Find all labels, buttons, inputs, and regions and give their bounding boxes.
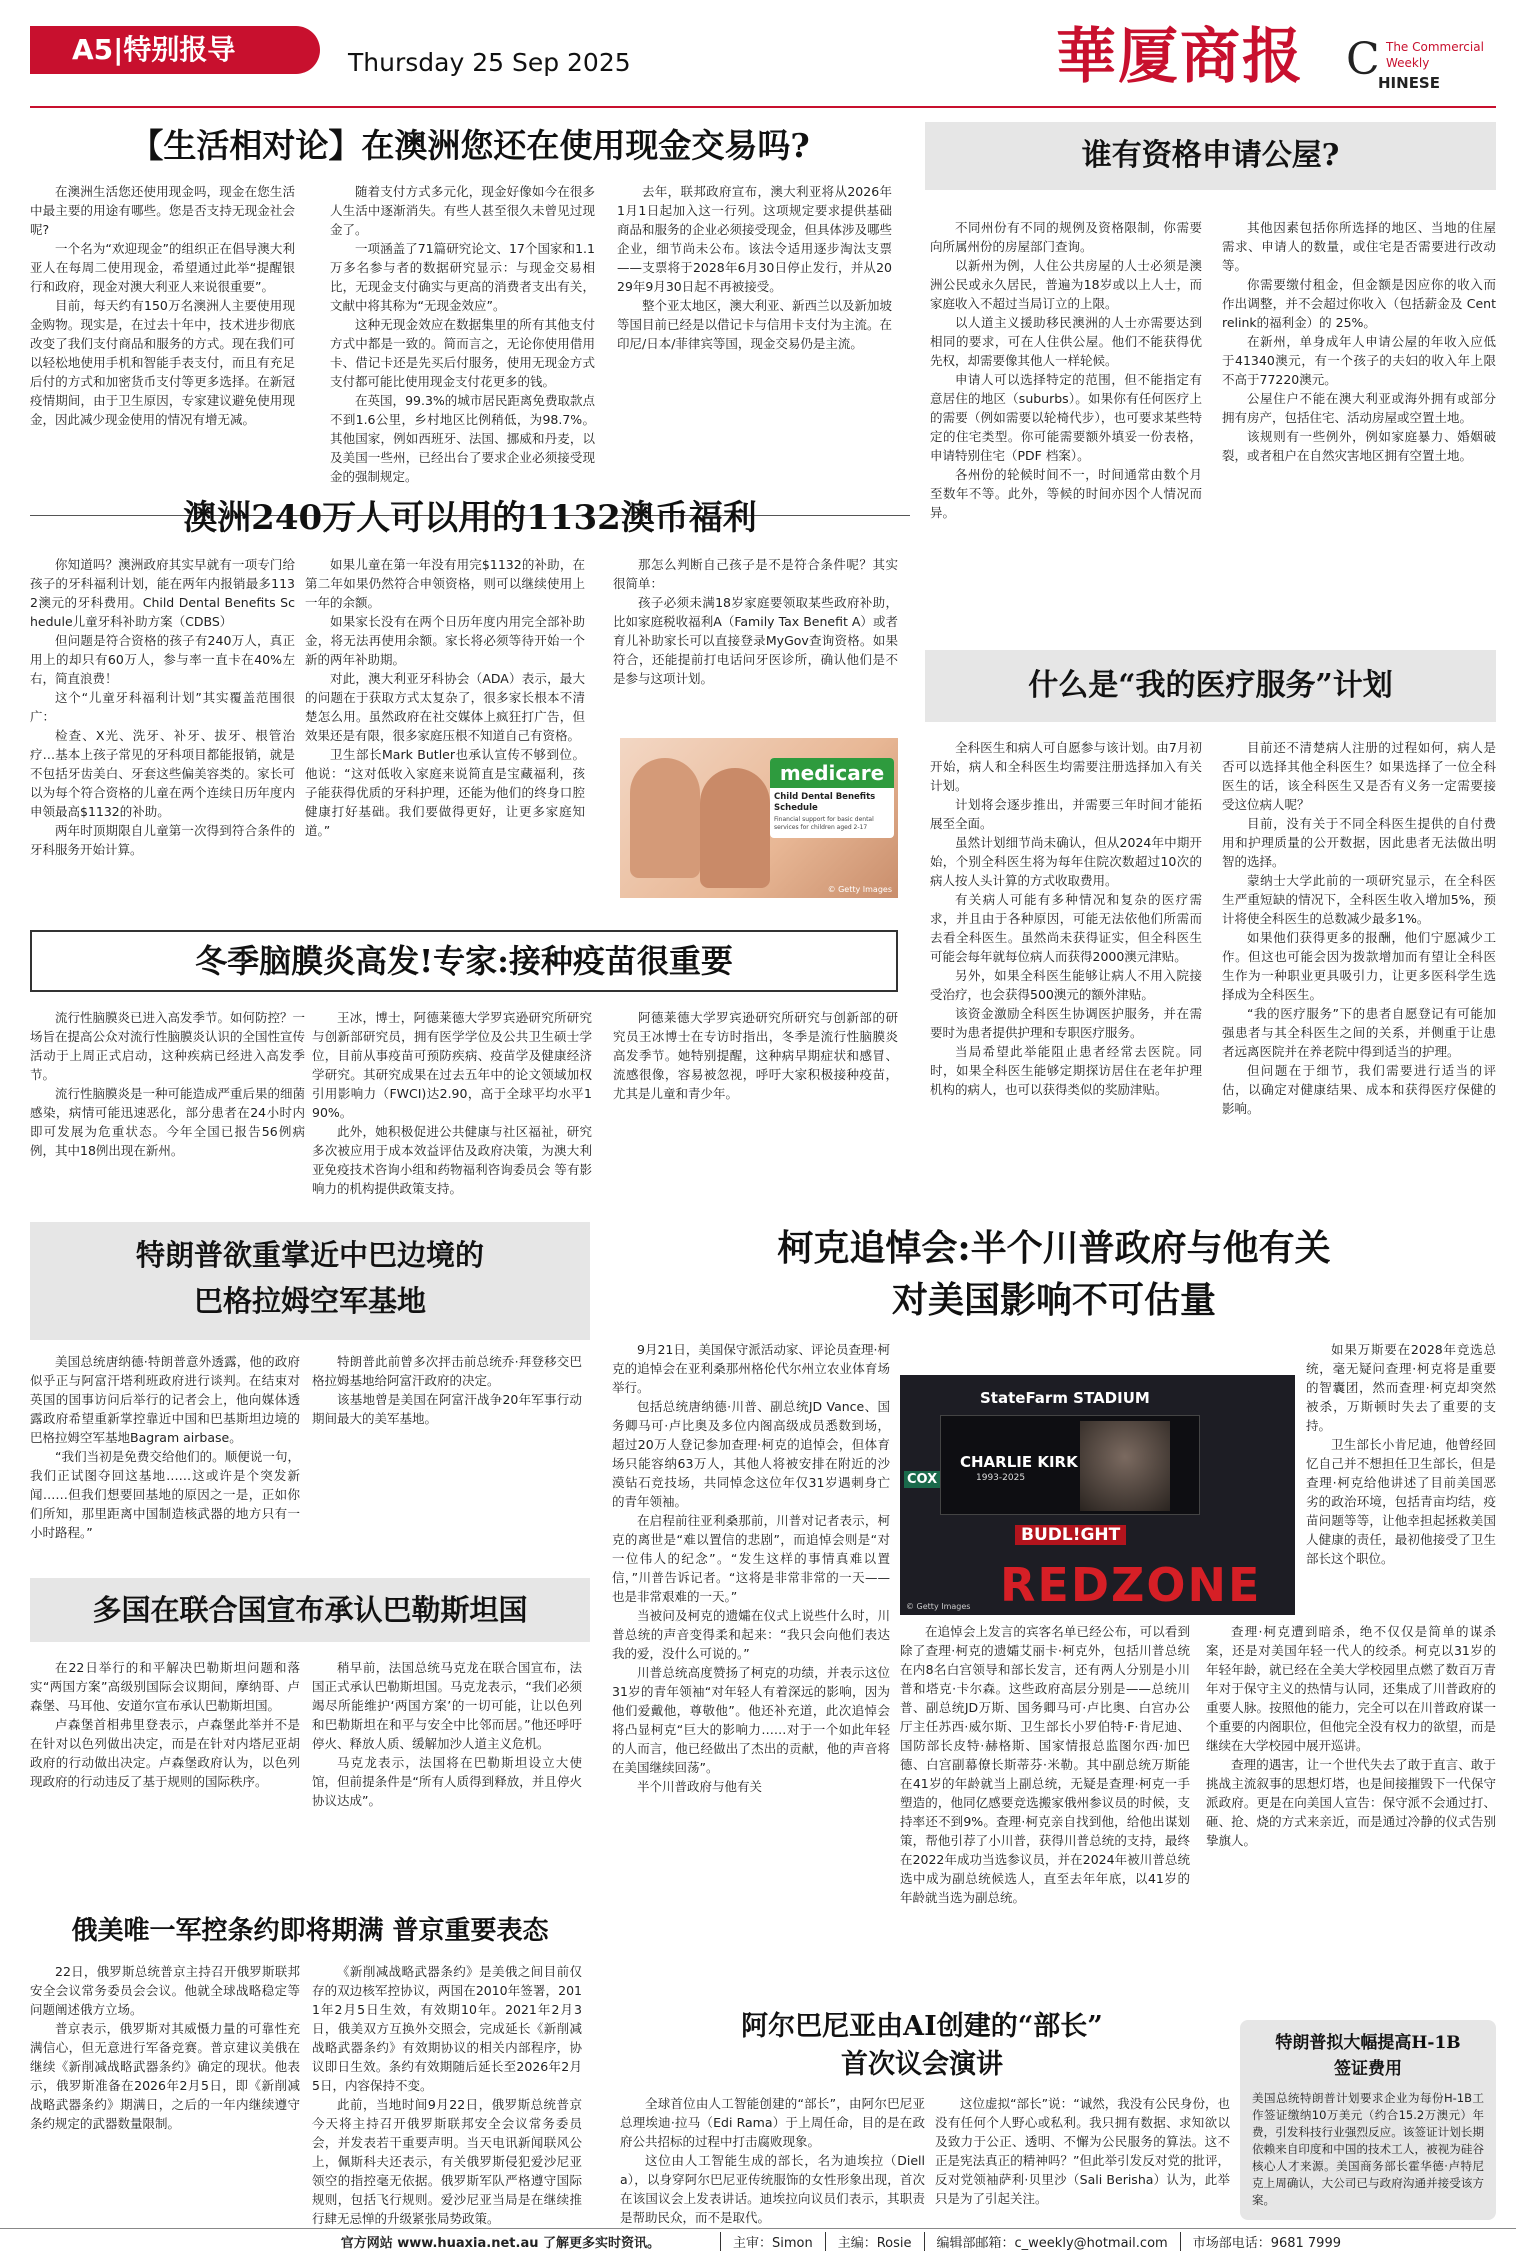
- article-6-body-col2: 特朗普此前曾多次抨击前总统乔·拜登移交巴格拉姆基地给阿富汗政府的决定。 该基地曾是美国在阿富汗战争20年军事行动期间最大的美军基地。: [312, 1354, 582, 1426]
- article-5-title: 冬季脑膜炎高发!专家:接种疫苗很重要: [195, 942, 733, 980]
- article-9-body-col2: 在追悼会上发言的宾客名单已经公布，可以看到除了查理·柯克的遗孀艾丽卡·柯克外，包括川普总统在内8名白宫领导和部长发言，还有两人分别是小川普和塔克·卡尔森。这些政府高层分别是——总统川普、副总统JD万斯、国务卿马可·卢比奥、白宫办公厅主任苏西·威尔斯、卫生部长小罗伯特·F·肯尼迪、国防部长皮特·赫格斯、国家情报总监图尔西·加巴德、白宫副幕僚长斯蒂芬·米勒。其中副总统万斯能在41岁的年龄就当上副总统，无疑是查理·柯克一手塑造的，他同亿感要竞选搬家俄州参议员的时候，支持率还不到9%。查理·柯克亲自找到他，给他出谋划策，帮他引荐了小川普，获得川普总统的支持，最终在2022年成功当选参议员，并在2024年被川普总统选中成为副总统候选人，直至去年年底，以41岁的年龄就当选为副总统。: [900, 1624, 1190, 1905]
- article-8-body-col1: 22日，俄罗斯总统普京主持召开俄罗斯联邦安全会议常务委员会会议。他就全球战略稳定等问题阐述俄方立场。 普京表示，俄罗斯对其威慑力量的可靠性充满信心，但无意进行军备竞赛。普京建议美俄在继续《新削减战略武器条约》确定的现状。他表示，俄罗斯准备在2026年2月5日，即《新削减战略武器条约》期满日，之后的一年内继续遵守条约规定的武器数量限制。: [30, 1964, 300, 2131]
- article-5-body-col2: 王冰，博士，阿德莱德大学罗宾逊研究所研究与创新部研究员，拥有医学学位及公共卫生硕士学位，目前从事疫苗可预防疾病、疫苗学及健康经济学研究。其研究成果在过去五年中的论文领域加权引用影响力（FWCI)达2.90，高于全球平均水平190%。 此外，她积极促进公共健康与社区福祉，研究多次被应用于成本效益评估及政府决策，为澳大利亚免疫技术咨询小组和药物福利咨询委员会 等有影响力的机构提供政策支持。: [312, 1010, 592, 1196]
- article-6-title-line1: 特朗普欲重掌近中巴边境的: [135, 1238, 484, 1272]
- section-label: A5|特别报导: [30, 26, 320, 74]
- article-3-body-col1: 不同州份有不同的规例及资格限制，你需要向所属州份的房屋部门查询。 以新州为例，人住公共房屋的人士必须是澳洲公民或永久居民，普遍为18岁或以上人士，而家庭收入不超过当局订立的上限。 以人道主义援助移民澳洲的人士亦需要达到相同的要求，可在人住供公屋。他们不能获得优先权，却需要像其他人一样轮候。 申请人可以选择特定的范围，但不能指定有意居住的地区（suburbs）。如果你有任何医疗上的需要（例如需要以轮椅代步），也可要求某些特定的住宅类型。你可能需要额外填妥一份表格，申请特别住宅（PDF 档案）。 各州份的轮候时间不一，时间通常由数个月至数年不等。此外，等候的时间亦因个人情况而异。: [930, 220, 1202, 520]
- article-6-body-col1: 美国总统唐纳德·特朗普意外透露，他的政府似乎正与阿富汗塔利班政府进行谈判。在结束对英国的国事访问后举行的记者会上，他向媒体透露政府希望重新掌控靠近中国和巴基斯坦边境的巴格拉姆空军基地Bagram airbase。 “我们当初是免费交给他们的。顺便说一句，我们正试图夺回这基地……这或许是个突发新闻……但我们想要回基地的原因之一是，正如你们所知，那里距离中国制造核武器的地方只有一小时路程。”: [30, 1354, 300, 1540]
- article-8-body-col2: 《新削减战略武器条约》是美俄之间目前仅存的双边核军控协议，两国在2010年签署，2011年2月5日生效，有效期10年。2021年2月3日，俄美双方互换外交照会，完成延长《新削减战略武器条约》有效期协议的相关内部程序，协议即日生效。条约有效期随后延长至2026年2月5日，内容保持不变。 此前，当地时间9月22日，俄罗斯总统普京今天将主持召开俄罗斯联邦安全会议常务委员会，并发表若干重要声明。当天电讯新闻联风公上，佩斯科夫还表示，有关俄罗斯侵犯爱沙尼亚领空的指控毫无依据。俄罗斯军队严格遵守国际规则，包括飞行规则。爱沙尼亚当局是在继续推行肆无忌惮的升级紧张局势政策。: [312, 1964, 582, 2226]
- article-4-title: 什么是“我的医疗服务”计划: [1028, 668, 1393, 703]
- article-11-body: 美国总统特朗普计划要求企业为每份H-1B工作签证缴纳10万美元（约合15.2万澳元）年费，引发科技行业强烈反应。该签证计划长期依赖来自印度和中国的技术工人，被视为硅谷核心人才来源。美国商务部长霍华德·卢特尼克上周确认，大公司已与政府沟通并接受该方案。: [1252, 2091, 1484, 2207]
- medicare-sub-1: Child Dental Benefits Schedule: [774, 792, 876, 813]
- logo-en-3: HINESE: [1378, 74, 1440, 92]
- article-2-title: 澳洲240万人可以用的1132澳币福利: [183, 498, 757, 538]
- article-11-title-line2: 签证费用: [1334, 2059, 1402, 2079]
- photo-credit-2: © Getty Images: [906, 1602, 971, 1611]
- medicare-sub-2: Financial support for basic dental services for children aged 2-17: [774, 816, 874, 831]
- article-5-body-col3: 阿德莱德大学罗宾逊研究所研究与创新部的研究员王冰博士在专访时指出，冬季是流行性脑膜炎高发季节。她特别提醒，这种病早期症状和感冒、流感很像，容易被忽视，呼吁大家积极接种疫苗，尤其是儿童和青少年。: [613, 1010, 898, 1101]
- article-7-title: 多国在联合国宣布承认巴勒斯坦国: [92, 1593, 528, 1627]
- footer-bar: [0, 2230, 1516, 2252]
- photo-credit: © Getty Images: [827, 885, 892, 894]
- logo-en-1: The Commercial: [1386, 40, 1484, 54]
- article-7-body-col2: 稍早前，法国总统马克龙在联合国宣布，法国正式承认巴勒斯坦国。马克龙表示，“我们必须竭尽所能维护‘两国方案’的一切可能，让以色列和巴勒斯坦在和平与安全中比邻而居。”他还呼吁停火、释放人质、缓解加沙人道主义危机。 马克龙表示，法国将在巴勒斯坦设立大使馆，但前提条件是“所有人质得到释放，并且停火协议达成”。: [312, 1660, 582, 1808]
- article-8-title: 俄美唯一军控条约即将期满 普京重要表态: [71, 1916, 549, 1946]
- footer-site: 官方网站 www.huaxia.net.au 了解更多实时资讯。: [340, 2235, 660, 2251]
- article-9-body-col2a: 如果万斯要在2028年竞选总统，毫无疑问查理·柯克将是重要的智囊团，然而查理·柯克却突然被杀，万斯顿时失去了重要的支持。 卫生部长小肯尼迪，他曾经回忆自己并不想担任卫生部长，但是查理·柯克给他讲述了目前美国恶劣的政治环境，包括青亩均结，疫苗问题等等，让他幸担起拯救美国人健康的责任，最初他接受了卫生部长这个职位。: [1306, 1342, 1496, 1566]
- redzone-sign: REDZONE: [1000, 1558, 1262, 1612]
- article-4-body-col2: 目前还不清楚病人注册的过程如何，病人是否可以选择其他全科医生？如果选择了一位全科医生的话，该全科医生又是否有义务一定需要接受这位病人呢？ 目前，没有关于不同全科医生提供的自付费用和护理质量的公开数据，因此患者无法做出明智的选择。 蒙纳士大学此前的一项研究显示，在全科医生严重短缺的情况下，全科医生收入增加5%，预计将使全科医生的总数减少最多1%。 如果他们获得更多的报酬，他们宁愿减少工作。但这也可能会因为拨款增加而有望让全科医生作为一种职业更具吸引力，让更多医科学生选择成为全科医生。 “我的医疗服务”下的患者自愿登记有可能加强患者与其全科医生之间的关系，并侧重于让患者远离医院并在养老院中得到适当的护理。 但问题在于细节，我们需要进行适当的评估，以确定对健康结果、成本和获得医疗保健的影响。: [1222, 740, 1496, 1116]
- footer-phone: 市场部电话：9681 7999: [1180, 2232, 1353, 2251]
- stadium-sign: StateFarm STADIUM: [980, 1389, 1150, 1407]
- article-10-body-col1: 全球首位由人工智能创建的“部长”，由阿尔巴尼亚总理埃迪·拉马（Edi Rama）于上周任命，目的是在政府公共招标的过程中打击腐败现象。 这位由人工智能生成的部长，名为迪埃拉（Diella），以身穿阿尔巴尼亚传统服饰的女性形象出现，首次在该国议会上发表讲话。迪埃拉向议员们表示，其职责是帮助民众，而不是取代。: [620, 2096, 925, 2225]
- footer-email: 编辑部邮箱：c_weekly@hotmail.com: [924, 2232, 1180, 2251]
- article-1-body-col1: 在澳洲生活您还使用现金吗，现金在您生活中最主要的用途有哪些。您是否支持无现金社会呢? 一个名为“欢迎现金”的组织正在倡导澳大利亚人在每周二使用现金，希望通过此举“提醒银行和政府，现金对澳大利亚人来说很重要”。 目前，每天约有150万名澳洲人主要使用现金购物。现实是，在过去十年中，技术进步彻底改变了我们支付商品和服务的方式。现在我们可以轻松地使用手机和智能手表支付，而且有充足后付的方式和加密货币支付等更多选择。在新冠疫情期间，由于卫生原因，专家建议避免使用现金，因此减少现金使用的情况有增无减。: [30, 184, 295, 427]
- memorial-photo: [900, 1375, 1295, 1615]
- article-1-body-col3: 去年，联邦政府宣布，澳大利亚将从2026年1月1日起加入这一行列。这项规定要求提供基础商品和服务的企业必须接受现金，但具体涉及哪些企业，细节尚未公布。该法令适用逐步淘汰支票——支票将于2028年6月30日停止发行，并从2029年9月30日起不再被接受。 整个亚太地区，澳大利亚、新西兰以及新加坡等国目前已经是以借记卡与信用卡支付为主流。在印尼/日本/菲律宾等国，现金交易仍是主流。: [617, 184, 893, 351]
- memorial-name: CHARLIE KIRK: [960, 1453, 1078, 1471]
- article-5-body-col1: 流行性脑膜炎已进入高发季节。如何防控？一场旨在提高公众对流行性脑膜炎认识的全国性宣传活动于上周正式启动，这种疾病已经进入高发季节。 流行性脑膜炎是一种可能造成严重后果的细菌感染，病情可能迅速恶化，部分患者在24小时内即可发展为危重状态。今年全国已报告56例病例，其中18例出现在新州。: [30, 1010, 306, 1158]
- medicare-photo: [620, 738, 898, 898]
- medicare-logo: medicare: [770, 758, 894, 788]
- issue-date: Thursday 25 Sep 2025: [348, 48, 631, 77]
- logo-en-2: Weekly: [1386, 56, 1430, 70]
- article-4-body-col1: 全科医生和病人可自愿参与该计划。由7月初开始，病人和全科医生均需要注册选择加入有关计划。 计划将会逐步推出，并需要三年时间才能拓展至全面。 虽然计划细节尚未确认，但从2024年中期开始，个别全科医生将为每年住院次数超过10次的病人按人头计算的方式收取费用。 有关病人可能有多种情况和复杂的医疗需求，并且由于各种原因，可能无法依他们所需而去看全科医生。虽然尚未获得证实，但全科医生可能会每年就每位病人而获得2000澳元津贴。 另外，如果全科医生能够让病人不用入院接受治疗，也会获得500澳元的额外津贴。 该资金激励全科医生协调医护服务，并在需要时为患者提供护理和专职医疗服务。 当局希望此举能阻止患者经常去医院。同时，如果全科医生能够定期探访居住在老年护理机构的病人，也可以获得类似的奖励津贴。: [930, 740, 1202, 1097]
- side-sign: COX: [904, 1471, 940, 1488]
- memorial-portrait: [1080, 1421, 1170, 1511]
- article-1-title: 【生活相对论】在澳洲您还在使用现金交易吗?: [130, 126, 810, 165]
- masthead-logo: [1056, 22, 1496, 102]
- article-9-body-col3: 查理·柯克遭到暗杀，绝不仅仅是简单的谋杀案，还是对美国年轻一代人的绞杀。柯克以31岁的年轻年龄，就已经在全美大学校园里点燃了数百万青年对于保守主义的热情与认同，还集成了川普政府的重要人脉。按照他的能力，完全可以在川普政府谋一个重要的内阁职位，但他完全没有权力的欲望，而是继续在大学校园中展开巡讲。 查理的遇害，让一个世代失去了敢于直言、敢于挑战主流叙事的思想灯塔，也是间接摧毁下一代保守派政府。更是在向美国人宣告：保守派不会通过打、砸、抢、烧的方式来亲近，而是通过冷静的仪式告别挚旗人。: [1206, 1624, 1496, 1848]
- child-photo-placeholder-2: [700, 768, 770, 888]
- logo-text: 華厦商报: [1056, 22, 1304, 92]
- article-10-title-line1: 阿尔巴尼亚由AI创建的“部长”: [741, 2011, 1103, 2042]
- article-3-body-col2: 其他因素包括你所选择的地区、当地的住屋需求、申请人的数量，或住宅是否需要进行改动等。 你需要缴付租金，但金额是因应你的收入而作出调整，并不会超过你收入（包括薪金及 Centrelink的福利金）的 25%。 在新州，单身成年人申请公屋的年收入应低于41340澳元，有一个孩子的夫妇的收入年上限不高于77220澳元。 公屋住户不能在澳大利亚或海外拥有或部分拥有房产，包括住宅、活动房屋或空置土地。 该规则有一些例外，例如家庭暴力、婚姻破裂，或者租户在自然灾害地区拥有空置土地。: [1222, 220, 1496, 463]
- article-2-body-col1: 你知道吗？澳洲政府其实早就有一项专门给孩子的牙科福利计划，能在两年内报销最多1132澳元的牙科费用。Child Dental Benefits Schedule儿童牙科补助方案（CDBS） 但问题是符合资格的孩子有240万人，真正用上的却只有60万人，参与率一直卡在40%左右，简直浪费！ 这个“儿童牙科福利计划”其实覆盖范围很广： 检查、X光、洗牙、补牙、拔牙、根管治疗…基本上孩子常见的牙科项目都能报销，就是不包括牙齿美白、牙套这些偏美容类的。家长可以为每个符合资格的儿童在两个连续日历年度内申领最高$1132的补助。 两年时顶期限自儿童第一次得到符合条件的牙科服务开始计算。: [30, 557, 295, 857]
- article-3-title: 谁有资格申请公屋?: [1081, 138, 1340, 173]
- article-7-body-col1: 在22日举行的和平解决巴勒斯坦问题和落实“两国方案”高级别国际会议期间，摩纳哥、卢森堡、马耳他、安道尔宣布承认巴勒斯坦国。 卢森堡首相弗里登表示，卢森堡此举并不是在针对以色列做出决定，而是在针对内塔尼亚胡政府的行动做出决定。卢森堡政府认为，以色列现政府的行动违反了基于规则的国际秩序。: [30, 1660, 300, 1789]
- article-9-title-line2: 对美国影响不可估量: [891, 1279, 1216, 1321]
- article-11-title-line1: 特朗普拟大幅提高H-1B: [1275, 2033, 1461, 2053]
- article-10-title-line2: 首次议会演讲: [841, 2049, 1003, 2080]
- article-9-body-col1: 9月21日，美国保守派活动家、评论员查理·柯克的追悼会在亚利桑那州格伦代尔州立农业体育场举行。 包括总统唐纳德·川普、副总统JD Vance、国务卿马可·卢比奥及多位内阁高级成员悉数到场，超过20万人登记参加查理·柯克的追悼会，但体育场只能容纳63万人，其他人将被安排在附近的沙漠钻石竞技场，共同悼念这位年仅31岁遇刺身亡的青年领袖。 在启程前往亚利桑那前，川普对记者表示，柯克的离世是“难以置信的悲剧”，而追悼会则是“对一位伟人的纪念”。“发生这样的事情真难以置信，”川普告诉记者。“这将是非常非常的一天——也是非常艰难的一天。” 当被问及柯克的遗孀在仪式上说些什么时，川普总统的声音变得柔和起来：“我只会向他们表达我的爱，没什么可说的。” 川普总统高度赞扬了柯克的功绩，并表示这位31岁的青年领袖“对年轻人有着深远的影响，因为他们爱戴他，尊敬他”。他还补充道，此次追悼会将凸显柯克“巨大的影响力……对于一个如此年轻的人而言，他已经做出了杰出的贡献，他的声音将在美国继续回荡”。 半个川普政府与他有关: [612, 1342, 890, 1794]
- footer-editor: 主审：Simon: [720, 2232, 825, 2251]
- article-2-body-col2: 如果儿童在第一年没有用完$1132的补助，在第二年如果仍然符合申领资格，则可以继续使用上一年的余额。 如果家长没有在两个日历年度内用完全部补助金，将无法再使用余额。家长将必须等待开始一个新的两年补助期。 对此，澳大利亚牙科协会（ADA）表示，最大的问题在于获取方式太复杂了，很多家长根本不清楚怎么用。虽然政府在社交媒体上疯狂打广告，但效果还是有限，很多家庭压根不知道自己有资格。 卫生部长Mark Butler也承认宣传不够到位。他说：“这对低收入家庭来说简直是宝藏福利，孩子能获得优质的牙科护理，还能为他们的终身口腔健康打好基础。我们要做得更好，让更多家庭知道。”: [305, 557, 585, 838]
- article-6-title-line2: 巴格拉姆空军基地: [193, 1284, 426, 1318]
- banner-sign: BUDL!GHT: [1015, 1525, 1126, 1545]
- footer-chief: 主编：Rosie: [825, 2232, 924, 2251]
- child-photo-placeholder: [630, 758, 700, 878]
- article-9-title-line1: 柯克追悼会:半个川普政府与他有关: [777, 1227, 1331, 1269]
- memorial-years: 1993-2025: [976, 1473, 1026, 1483]
- medicare-badge: [770, 758, 894, 838]
- article-10-body-col2: 这位虚拟“部长”说：“诚然，我没有公民身份，也没有任何个人野心或私利。我只拥有数据、求知欲以及致力于公正、透明、不懈为公民服务的算法。这不正是宪法真正的精神吗？”但此举引发反对党的批评，反对党领袖萨利·贝里沙（Sali Berisha）认为，此举只是为了引起关注。: [935, 2096, 1230, 2206]
- logo-letter: C: [1346, 34, 1380, 85]
- article-1-body-col2: 随着支付方式多元化，现金好像如今在很多人生活中逐渐消失。有些人甚至很久未曾见过现金了。 一项涵盖了71篇研究论文、17个国家和1.1万多名参与者的数据研究显示：与现金交易相比，无现金支付确实与更高的消费者支出有关，文献中将其称为“无现金效应”。 这种无现金效应在数据集里的所有其他支付方式中都是一致的。简而言之，无论你使用借用卡、借记卡还是先买后付服务，使用无现金方式支付都可能比使用现金支付花更多的钱。 在英国，99.3%的城市居民距离免费取款点不到1.6公里，乡村地区比例稍低，为98.7%。其他国家，例如西班牙、法国、挪威和丹麦，以及美国一些州，已经出台了要求企业必须接受现金的强制规定。: [330, 184, 595, 484]
- article-2-body-col3: 那怎么判断自己孩子是不是符合条件呢？其实很简单： 孩子必须未满18岁家庭要领取某些政府补助，比如家庭税收福利A（Family Tax Benefit A）或者育儿补助家长可以直接登录MyGov查询资格。如果符合，还能提前打电话问牙医诊所，确认他们是不是参与这项计划。: [613, 557, 898, 686]
